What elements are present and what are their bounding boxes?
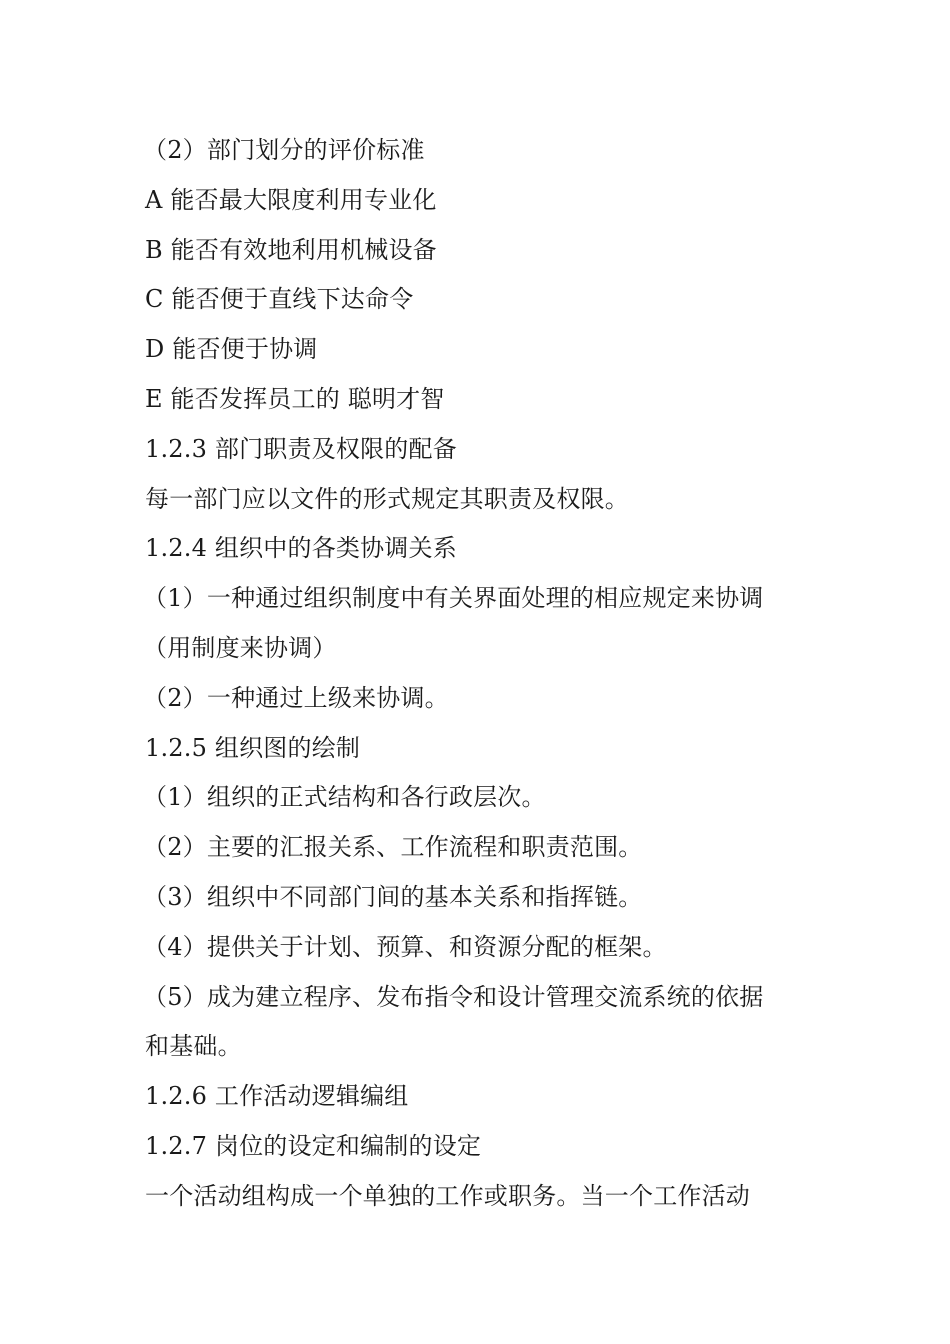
subheading-evaluation-criteria: （2）部门划分的评价标准 bbox=[143, 136, 425, 164]
criterion-c: C 能否便于直线下达命令 bbox=[145, 285, 414, 314]
org-chart-item-3: （3）组织中不同部门间的基本关系和指挥链。 bbox=[143, 882, 643, 911]
coordination-item-2: （2）一种通过上级来协调。 bbox=[143, 683, 449, 712]
criterion-a: A 能否最大限度利用专业化 bbox=[145, 185, 437, 214]
document-body bbox=[145, 126, 810, 1222]
criterion-d: D 能否便于协调 bbox=[145, 335, 318, 364]
paragraph-department-duties: 每一部门应以文件的形式规定其职责及权限。 bbox=[145, 484, 629, 513]
paragraph-activity-group: 一个活动组构成一个单独的工作或职务。当一个工作活动 bbox=[145, 1181, 750, 1210]
section-heading-1-2-4: 1.2.4 组织中的各类协调关系 bbox=[145, 534, 457, 563]
org-chart-item-4: （4）提供关于计划、预算、和资源分配的框架。 bbox=[143, 932, 667, 961]
criterion-b: B 能否有效地利用机械设备 bbox=[145, 235, 437, 264]
section-heading-1-2-5: 1.2.5 组织图的绘制 bbox=[145, 733, 361, 762]
section-heading-1-2-3: 1.2.3 部门职责及权限的配备 bbox=[145, 434, 457, 463]
criterion-e: E 能否发挥员工的 聪明才智 bbox=[145, 384, 445, 413]
section-heading-1-2-7: 1.2.7 岗位的设定和编制的设定 bbox=[145, 1131, 482, 1160]
org-chart-item-5-continued: 和基础。 bbox=[145, 1032, 242, 1061]
section-heading-1-2-6: 1.2.6 工作活动逻辑编组 bbox=[145, 1082, 409, 1111]
org-chart-item-2: （2）主要的汇报关系、工作流程和职责范围。 bbox=[143, 833, 643, 862]
coordination-item-1: （1）一种通过组织制度中有关界面处理的相应规定来协调 bbox=[143, 584, 764, 613]
org-chart-item-5: （5）成为建立程序、发布指令和设计管理交流系统的依据 bbox=[143, 982, 764, 1011]
coordination-item-1-continued: （用制度来协调） bbox=[143, 633, 337, 662]
org-chart-item-1: （1）组织的正式结构和各行政层次。 bbox=[143, 783, 546, 812]
